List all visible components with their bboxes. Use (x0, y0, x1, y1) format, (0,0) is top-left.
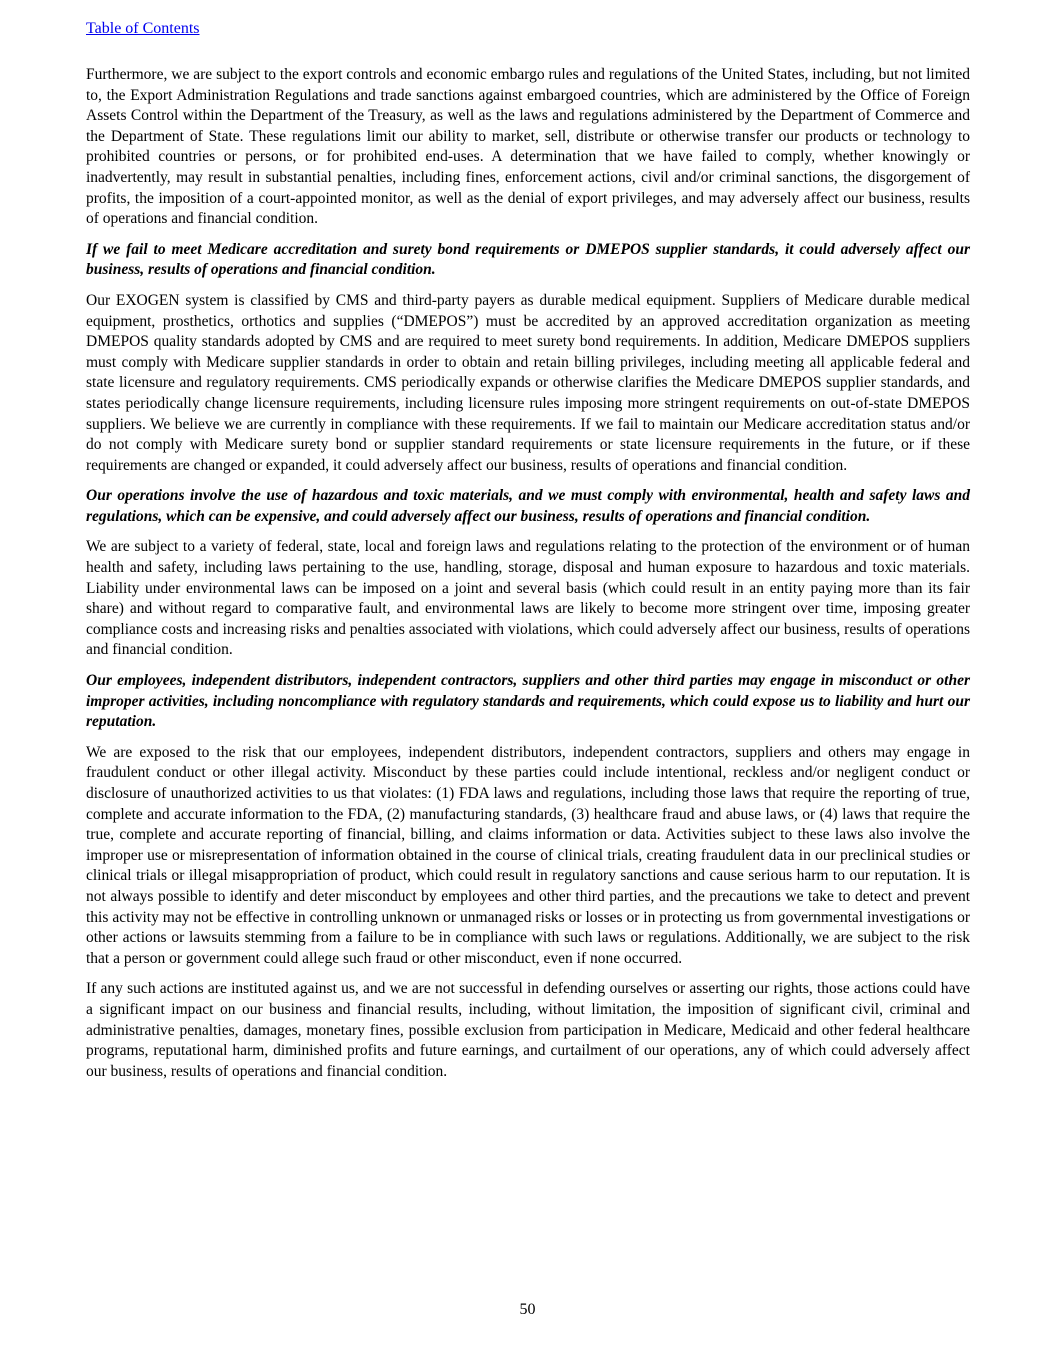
table-of-contents-link[interactable]: Table of Contents (86, 20, 200, 37)
heading-misconduct: Our employees, independent distributors, independent contractors, suppliers and other third parties may engage in misconduct or other improper activities, including noncompliance with regulatory standards and requirements, which could expose us to liability and hurt our reputation. (86, 672, 970, 731)
page-number: 50 (519, 1301, 536, 1318)
paragraph-export-controls: Furthermore, we are subject to the export controls and economic embargo rules and regulations of the United States, including, but not limited to, the Export Administration Regulations and trade sanctions against embargoed countries, which are administered by the Office of Foreign Assets Control within the Department of the Treasury, as well as the laws and regulations administered by the Department of Commerce and the Department of State. These regulations limit our ability to market, sell, distribute or otherwise transfer our products or technology to prohibited countries or persons, or for prohibited end-uses. A determination that we have failed to comply, whether knowingly or inadvertently, may result in substantial penalties, including fines, enforcement actions, civil and/or criminal sanctions, the disgorgement of profits, the imposition of a court-appointed monitor, as well as the denial of export privileges, and may adversely affect our business, results of operations and financial condition. (86, 66, 970, 228)
paragraph-misconduct-risk: We are exposed to the risk that our employees, independent distributors, independent contractors, suppliers and others may engage in fraudulent conduct or other illegal activity. Misconduct by these parties could include intentional, reckless and/or negligent conduct or disclosure of unauthorized activities to us that violates: (1) FDA laws and regulations, including those laws that require the reporting of true, complete and accurate information to the FDA, (2) manufacturing standards, (3) healthcare fraud and abuse laws, or (4) laws that require the true, complete and accurate reporting of financial, billing, and claims information or data. Activities subject to these laws also involve the improper use or misrepresentation of information obtained in the course of clinical trials, creating fraudulent data in our preclinical studies or clinical trials or illegal misappropriation of product, which could result in regulatory sanctions and cause serious harm to our reputation. It is not always possible to identify and deter misconduct by employees and other third parties, and the precautions we take to detect and prevent this activity may not be effective in controlling unknown or unmanaged risks or losses or in protecting us from governmental investigations or other actions or lawsuits stemming from a failure to be in compliance with such laws or regulations. Additionally, we are subject to the risk that a person or government could allege such fraud or other misconduct, even if none occurred. (86, 743, 970, 967)
document-page (86, 18, 970, 1092)
document-body (86, 65, 970, 1082)
heading-hazardous-materials: Our operations involve the use of hazardous and toxic materials, and we must comply with environmental, health and safety laws and regulations, which can be expensive, and could adversely affect our business, results of operations and financial condition. (86, 487, 970, 525)
paragraph-environmental-laws: We are subject to a variety of federal, state, local and foreign laws and regulations relating to the protection of the environment or of human health and safety, including laws pertaining to the use, handling, storage, disposal and human exposure to hazardous and toxic materials. Liability under environmental laws can be imposed on a joint and several basis (which could result in an entity paying more than its fair share) and without regard to comparative fault, and environmental laws are likely to become more stringent over time, imposing greater compliance costs and increasing risks and penalties associated with violations, which could adversely affect our business, results of operations and financial condition. (86, 538, 970, 659)
paragraph-exogen-dmepos: Our EXOGEN system is classified by CMS and third-party payers as durable medical equipment. Suppliers of Medicare durable medical equipment, prosthetics, orthotics and supplies (“DMEPOS”) must be accredited by an approved accreditation organization as meeting DMEPOS quality standards adopted by CMS and are required to meet surety bond requirements. In addition, Medicare DMEPOS suppliers must comply with Medicare supplier standards in order to obtain and retain billing privileges, including meeting all applicable federal and state licensure and regulatory requirements. CMS periodically expands or otherwise clarifies the Medicare DMEPOS supplier standards, and states periodically change licensure requirements, including licensure rules imposing more stringent requirements on out-of-state DMEPOS suppliers. We believe we are currently in compliance with these requirements. If we fail to maintain our Medicare accreditation status and/or do not comply with Medicare surety bond or supplier standard requirements or state licensure requirements in the future, or if these requirements are changed or expanded, it could adversely affect our business, results of operations and financial condition. (86, 291, 970, 474)
paragraph-actions-impact: If any such actions are instituted against us, and we are not successful in defending ourselves or asserting our rights, those actions could have a significant impact on our business and financial results, including, without limitation, the imposition of significant civil, criminal and administrative penalties, damages, monetary fines, possible exclusion from participation in Medicare, Medicaid and other federal healthcare programs, reputational harm, diminished profits and future earnings, and curtailment of our operations, any of which could adversely affect our business, results of operations and financial condition. (86, 980, 970, 1080)
heading-medicare-accreditation: If we fail to meet Medicare accreditation and surety bond requirements or DMEPOS supplier standards, it could adversely affect our business, results of operations and financial condition. (86, 240, 970, 279)
